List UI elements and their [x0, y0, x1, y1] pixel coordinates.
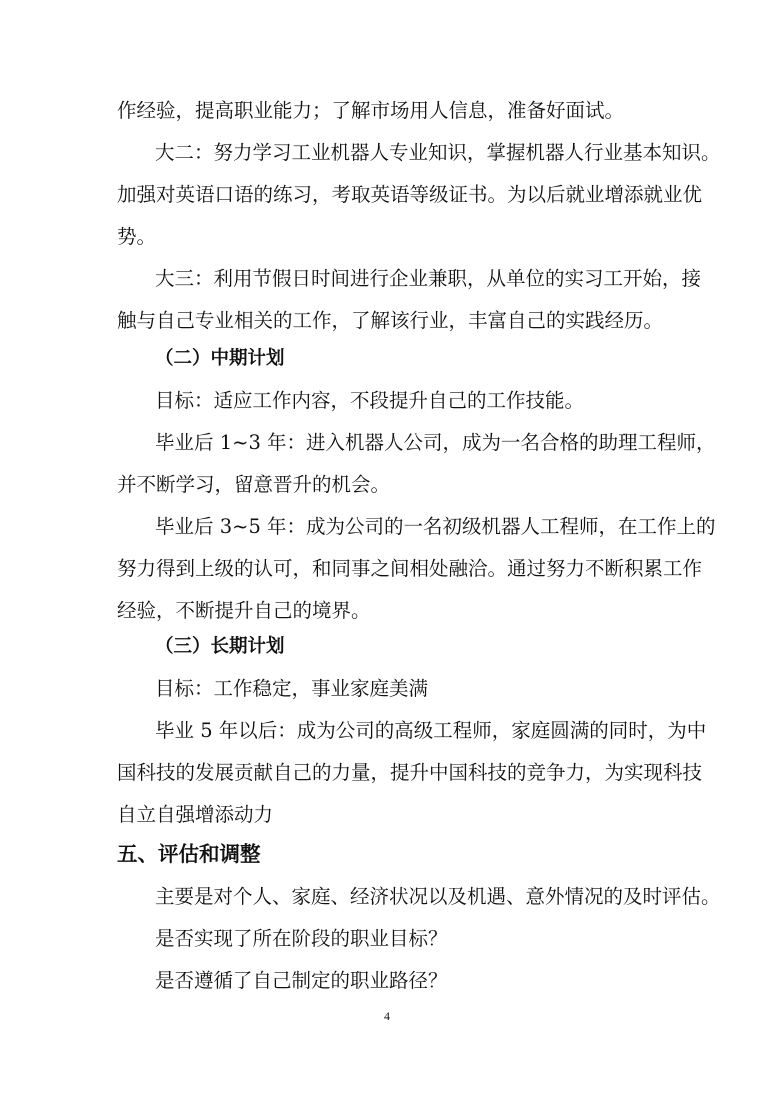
- paragraph-line: 目标：工作稳定，事业家庭美满: [155, 677, 429, 700]
- paragraph-line: 作经验，提高职业能力；了解市场用人信息，准备好面试。: [117, 99, 625, 122]
- paragraph-line: 主要是对个人、家庭、经济状况以及机遇、意外情况的及时评估。: [155, 885, 721, 908]
- paragraph-line: 触与自己专业相关的工作，了解该行业，丰富自己的实践经历。: [117, 309, 664, 332]
- page-number: 4: [384, 1009, 390, 1023]
- paragraph-line: 努力得到上级的认可，和同事之间相处融洽。通过努力不断积累工作: [117, 557, 703, 580]
- long-term-plan-heading: （三）长期计划: [155, 636, 285, 657]
- paragraph-line: 毕业后 1~3 年：进入机器人公司，成为一名合格的助理工程师，: [155, 431, 716, 454]
- paragraph-line: 国科技的发展贡献自己的力量，提升中国科技的竞争力，为实现科技: [117, 761, 703, 784]
- paragraph-line: 是否实现了所在阶段的职业目标？: [155, 927, 448, 950]
- paragraph-line: 势。: [117, 225, 157, 248]
- section-five-heading: 五、评估和调整: [117, 842, 261, 866]
- paragraph-line: 经验，不断提升自己的境界。: [117, 599, 371, 622]
- paragraph-line: 并不断学习，留意晋升的机会。: [117, 473, 391, 496]
- paragraph-line: 大二：努力学习工业机器人专业知识，掌握机器人行业基本知识。: [155, 141, 721, 164]
- paragraph-line: 目标：适应工作内容，不段提升自己的工作技能。: [155, 389, 585, 412]
- paragraph-line: 毕业后 3~5 年：成为公司的一名初级机器人工程师，在工作上的: [155, 515, 716, 538]
- paragraph-line: 加强对英语口语的练习，考取英语等级证书。为以后就业增添就业优: [117, 183, 703, 206]
- paragraph-line: 毕业 5 年以后：成为公司的高级工程师，家庭圆满的同时，为中: [155, 719, 707, 742]
- paragraph-line: 是否遵循了自己制定的职业路径？: [155, 969, 448, 992]
- paragraph-line: 自立自强增添动力: [117, 803, 274, 826]
- mid-term-plan-heading: （二）中期计划: [155, 348, 285, 369]
- paragraph-line: 大三：利用节假日时间进行企业兼职，从单位的实习工开始，接: [155, 267, 702, 290]
